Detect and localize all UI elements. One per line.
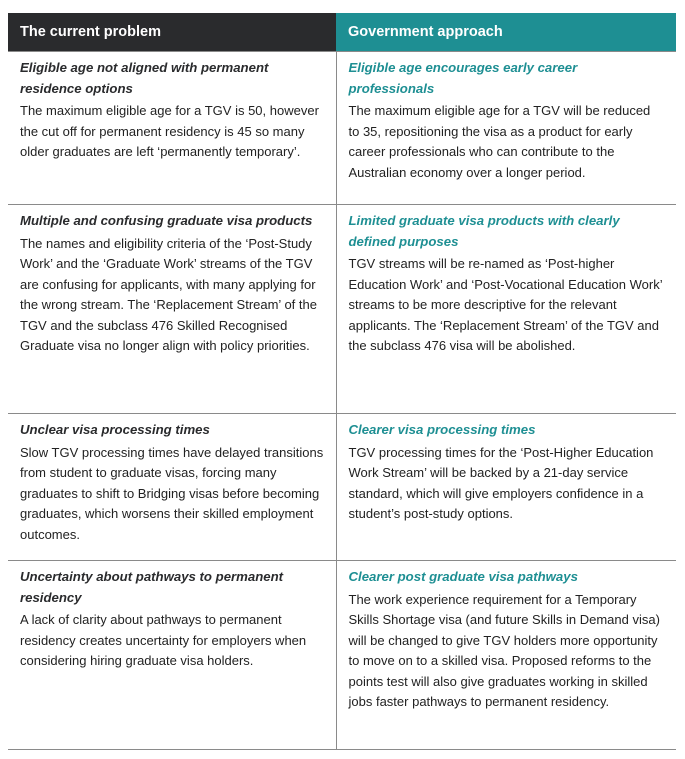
- table-row: [8, 52, 676, 205]
- approach-cell: [336, 205, 676, 414]
- problem-title: Eligible age not aligned with permanent residence options: [20, 60, 269, 96]
- problem-cell: [8, 52, 336, 205]
- approach-body: The work experience requirement for a Temporary Skills Shortage visa (and future Skills in Demand visa) will be changed to give TGV holders more opportunity to move on to a skilled visa. Proposed reforms to the points test will also give graduates working in skilled jobs faster pathways to permanent residency.: [348, 591, 660, 709]
- problem-cell: [8, 561, 336, 750]
- table-row: [8, 561, 676, 750]
- approach-title: Limited graduate visa products with clearly defined purposes: [348, 213, 620, 249]
- problem-title: Multiple and confusing graduate visa products: [20, 213, 313, 228]
- problem-body: A lack of clarity about pathways to permanent residency creates uncertainty for employers when considering hiring graduate visa holders.: [20, 612, 307, 668]
- problem-title: Uncertainty about pathways to permanent residency: [20, 569, 284, 605]
- table-row: [8, 414, 676, 561]
- approach-cell: [336, 561, 676, 750]
- approach-body: The maximum eligible age for a TGV will be reduced to 35, repositioning the visa as a product for early career professionals who can contribute to the Australian economy over a longer period.: [348, 103, 651, 180]
- problem-body: The maximum eligible age for a TGV is 50, however the cut off for permanent residency is 45 so many older graduates are left ‘permanently temporary’.: [20, 103, 319, 159]
- table-row: [8, 205, 676, 414]
- comparison-table: [8, 13, 676, 750]
- approach-cell: [336, 414, 676, 561]
- header-government-approach: Government approach: [336, 13, 676, 52]
- approach-title: Clearer visa processing times: [348, 422, 536, 437]
- problem-title: Unclear visa processing times: [20, 422, 210, 437]
- approach-body: TGV streams will be re-named as ‘Post-higher Education Work’ and ‘Post-Vocational Education Work’ streams to be more descriptive for the relevant applicants. The ‘Replacement Stream’ of the TGV and the subclass 476 visa will be abolished.: [348, 256, 663, 353]
- comparison-table-container: [8, 13, 676, 750]
- problem-body: The names and eligibility criteria of the ‘Post-Study Work’ and the ‘Graduate Work’ streams of the TGV are confusing for applicants, with many applying for the wrong stream. The ‘Replacement Stream’ of the TGV and the subclass 476 Skilled Recognised Graduate visa no longer align with policy priorities.: [20, 235, 317, 353]
- problem-cell: [8, 414, 336, 561]
- approach-title: Eligible age encourages early career professionals: [348, 60, 578, 96]
- problem-cell: [8, 205, 336, 414]
- header-current-problem: The current problem: [8, 13, 336, 52]
- approach-body: TGV processing times for the ‘Post-Higher Education Work Stream’ will be backed by a 21-day service standard, which will give employers confidence in a student’s post-study options.: [348, 444, 654, 521]
- problem-body: Slow TGV processing times have delayed transitions from student to graduate visas, forcing many graduates to shift to Bridging visas before becoming graduates, which worsens their skilled employment outcomes.: [20, 444, 324, 542]
- approach-title: Clearer post graduate visa pathways: [348, 569, 578, 584]
- approach-cell: [336, 52, 676, 205]
- table-header-row: [8, 13, 676, 52]
